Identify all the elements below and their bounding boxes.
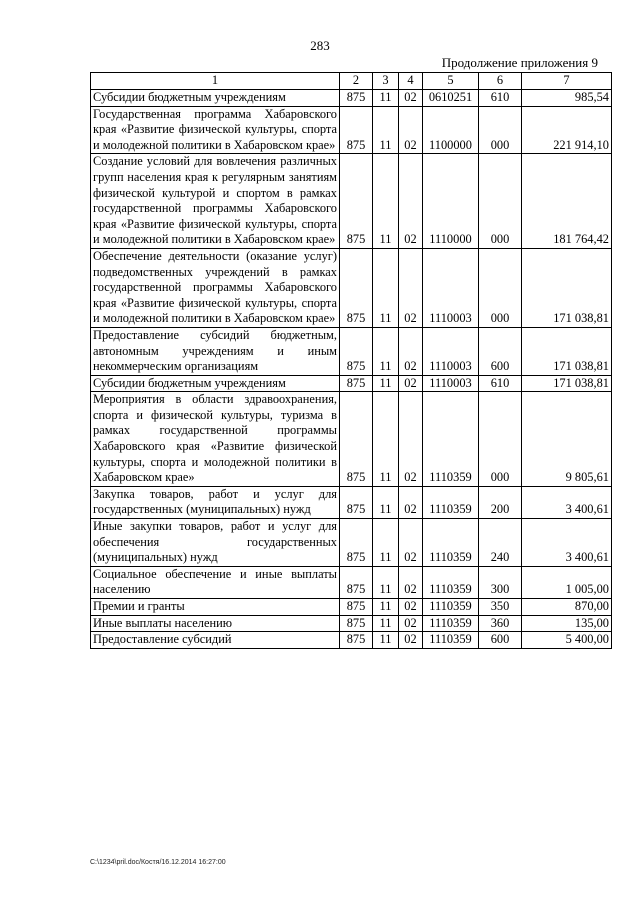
amount: 5 400,00: [522, 632, 612, 649]
table-row: [91, 392, 612, 487]
amount: 985,54: [522, 90, 612, 107]
column-header: 7: [522, 73, 612, 90]
code-subsection: 02: [399, 599, 423, 616]
budget-table: [90, 72, 612, 649]
code-subsection: 02: [399, 392, 423, 487]
code-expense-type: 000: [479, 154, 522, 249]
appendix-continuation-label: Продолжение приложения 9: [441, 55, 598, 70]
code-expense-type: 350: [479, 599, 522, 616]
row-description: Премии и гранты: [91, 599, 340, 616]
column-header: 6: [479, 73, 522, 90]
code-section: 11: [373, 392, 399, 487]
amount: 171 038,81: [522, 248, 612, 327]
amount: 171 038,81: [522, 327, 612, 375]
row-description: Предоставление субсидий: [91, 632, 340, 649]
code-subsection: 02: [399, 566, 423, 598]
row-description: Государственная программа Хабаровского края «Развитие физической культуры, спорта и молодежной политики в Хабаровском крае»: [91, 106, 340, 154]
code-expense-type: 610: [479, 375, 522, 392]
code-subsection: 02: [399, 486, 423, 518]
code-section: 11: [373, 486, 399, 518]
code-section: 11: [373, 90, 399, 107]
code-ministry: 875: [340, 375, 373, 392]
code-target-item: 1110359: [423, 632, 479, 649]
code-section: 11: [373, 327, 399, 375]
row-description: Закупка товаров, работ и услуг для государственных (муниципальных) нужд: [91, 486, 340, 518]
code-ministry: 875: [340, 106, 373, 154]
table-row: [91, 486, 612, 518]
code-target-item: 1110003: [423, 327, 479, 375]
code-ministry: 875: [340, 392, 373, 487]
code-target-item: 1110003: [423, 375, 479, 392]
code-subsection: 02: [399, 519, 423, 567]
table-row: [91, 327, 612, 375]
code-expense-type: 200: [479, 486, 522, 518]
code-target-item: 0610251: [423, 90, 479, 107]
code-section: 11: [373, 566, 399, 598]
code-target-item: 1110003: [423, 248, 479, 327]
code-ministry: 875: [340, 248, 373, 327]
table-header-row: [91, 73, 612, 90]
code-ministry: 875: [340, 90, 373, 107]
code-expense-type: 000: [479, 392, 522, 487]
code-target-item: 1100000: [423, 106, 479, 154]
row-description: Социальное обеспечение и иные выплаты населению: [91, 566, 340, 598]
code-target-item: 1110359: [423, 566, 479, 598]
code-expense-type: 600: [479, 632, 522, 649]
code-expense-type: 240: [479, 519, 522, 567]
table-row: [91, 615, 612, 632]
amount: 1 005,00: [522, 566, 612, 598]
table-row: [91, 106, 612, 154]
code-section: 11: [373, 106, 399, 154]
code-subsection: 02: [399, 327, 423, 375]
code-subsection: 02: [399, 154, 423, 249]
table-row: [91, 248, 612, 327]
file-path-footer: C:\1234\pril.doc/Костя/16.12.2014 16:27:00: [90, 859, 226, 866]
row-description: Создание условий для вовлечения различных групп населения края к регулярным занятиям физической культурой и спортом в рамках государственной программы Хабаровского края «Развитие физической культуры, спорта и молодежной политики в Хабаровском крае»: [91, 154, 340, 249]
amount: 870,00: [522, 599, 612, 616]
code-ministry: 875: [340, 154, 373, 249]
code-section: 11: [373, 154, 399, 249]
code-target-item: 1110000: [423, 154, 479, 249]
code-ministry: 875: [340, 519, 373, 567]
amount: 3 400,61: [522, 486, 612, 518]
row-description: Иные выплаты населению: [91, 615, 340, 632]
row-description: Субсидии бюджетным учреждениям: [91, 90, 340, 107]
code-target-item: 1110359: [423, 599, 479, 616]
table-row: [91, 632, 612, 649]
code-ministry: 875: [340, 327, 373, 375]
code-section: 11: [373, 248, 399, 327]
code-section: 11: [373, 615, 399, 632]
row-description: Субсидии бюджетным учреждениям: [91, 375, 340, 392]
code-ministry: 875: [340, 566, 373, 598]
code-ministry: 875: [340, 632, 373, 649]
code-target-item: 1110359: [423, 519, 479, 567]
code-subsection: 02: [399, 106, 423, 154]
row-description: Иные закупки товаров, работ и услуг для обеспечения государственных (муниципальных) нужд: [91, 519, 340, 567]
page-number: 283: [310, 38, 330, 53]
code-target-item: 1110359: [423, 615, 479, 632]
code-section: 11: [373, 519, 399, 567]
code-ministry: 875: [340, 486, 373, 518]
code-target-item: 1110359: [423, 486, 479, 518]
table-row: [91, 154, 612, 249]
code-section: 11: [373, 599, 399, 616]
code-target-item: 1110359: [423, 392, 479, 487]
table-row: [91, 90, 612, 107]
table-body: [91, 90, 612, 649]
table-row: [91, 375, 612, 392]
column-header: 1: [91, 73, 340, 90]
code-ministry: 875: [340, 599, 373, 616]
code-expense-type: 000: [479, 106, 522, 154]
column-header: 3: [373, 73, 399, 90]
code-expense-type: 600: [479, 327, 522, 375]
code-expense-type: 300: [479, 566, 522, 598]
code-section: 11: [373, 375, 399, 392]
code-ministry: 875: [340, 615, 373, 632]
row-description: Мероприятия в области здравоохранения, спорта и физической культуры, туризма в рамках государственной программы Хабаровского края «Развитие физической культуры, спорта и молодежной политики в Хабаровском крае»: [91, 392, 340, 487]
code-subsection: 02: [399, 615, 423, 632]
table-row: [91, 599, 612, 616]
code-expense-type: 000: [479, 248, 522, 327]
code-subsection: 02: [399, 375, 423, 392]
amount: 3 400,61: [522, 519, 612, 567]
table-row: [91, 566, 612, 598]
column-header: 4: [399, 73, 423, 90]
code-subsection: 02: [399, 90, 423, 107]
code-section: 11: [373, 632, 399, 649]
row-description: Обеспечение деятельности (оказание услуг) подведомственных учреждений в рамках государственной программы Хабаровского края «Развитие физической культуры, спорта и молодежной политики в Хабаровском крае»: [91, 248, 340, 327]
column-header: 5: [423, 73, 479, 90]
code-subsection: 02: [399, 248, 423, 327]
code-subsection: 02: [399, 632, 423, 649]
amount: 221 914,10: [522, 106, 612, 154]
amount: 171 038,81: [522, 375, 612, 392]
amount: 135,00: [522, 615, 612, 632]
row-description: Предоставление субсидий бюджетным, автономным учреждениям и иным некоммерческим организациям: [91, 327, 340, 375]
code-expense-type: 360: [479, 615, 522, 632]
column-header: 2: [340, 73, 373, 90]
code-expense-type: 610: [479, 90, 522, 107]
table-row: [91, 519, 612, 567]
amount: 9 805,61: [522, 392, 612, 487]
amount: 181 764,42: [522, 154, 612, 249]
